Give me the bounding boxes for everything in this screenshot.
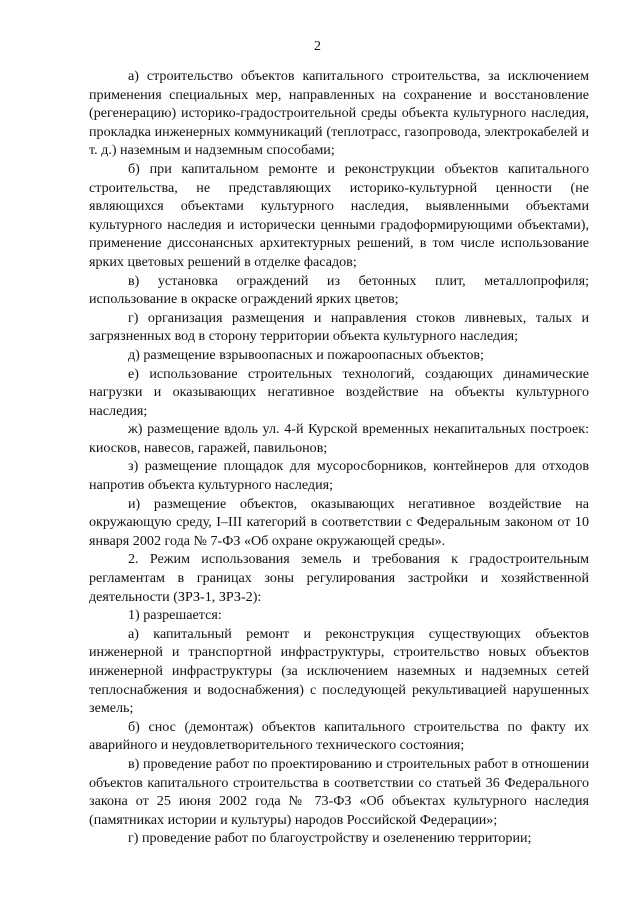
paragraph: г) проведение работ по благоустройству и озеленению территории; (128, 830, 532, 847)
paragraph: г) организация размещения и направления стоков ливневых, талых и загрязненных вод в сторону территории объекта культурного наследия; (89, 309, 589, 345)
paragraph: а) капитальный ремонт и реконструкция существующих объектов инженерной и транспортной инфраструктуры, строительство новых объектов инженерной инфраструктуры (за исключением наземных и надземных сетей теплоснабжения и водоснабжения) с последующей рекультивацией нарушенных земель; (89, 625, 589, 717)
paragraph: ж) размещение вдоль ул. 4-й Курской временных некапитальных построек: киосков, навесов, гаражей, павильонов; (89, 421, 589, 456)
page-number: 2 (314, 39, 321, 54)
paragraph: в) установка ограждений из бетонных плит, металлопрофиля; использование в окраске ограждений ярких цветов; (89, 272, 589, 308)
document-body (89, 67, 589, 848)
paragraph: и) размещение объектов, оказывающих негативное воздействие на окружающую среду, I–III категорий в соответствии с Федеральным законом от 10 января 2002 года № 7-ФЗ «Об охране окружающей среды». (89, 495, 589, 549)
paragraph: д) размещение взрывоопасных и пожароопасных объектов; (128, 346, 484, 363)
paragraph: а) строительство объектов капитального строительства, за исключением применения специальных мер, направленных на сохранение и восстановление (регенерацию) историко-градостроительной среды объекта культурного наследия, прокладка инженерных коммуникаций (теплотрасс, газопровода, электрокабелей и т. д.) наземным и надземным способами; (89, 68, 589, 159)
paragraph: з) размещение площадок для мусоросборников, контейнеров для отходов напротив объекта культурного наследия; (89, 458, 589, 494)
paragraph: б) при капитальном ремонте и реконструкции объектов капитального строительства, не представляющих историко-культурной ценности (не являющихся объектами культурного наследия, выявленными объектами культурного наследия и исторически ценными градоформирующими объектами), применение диссонансных архитектурных решений, в том числе использование ярких цветовых решений в отделке фасадов; (89, 160, 589, 270)
paragraph: 1) разрешается: (128, 607, 222, 624)
paragraph: б) снос (демонтаж) объектов капитального строительства по факту их аварийного и неудовлетворительного технического состояния; (89, 718, 589, 754)
paragraph: 2. Режим использования земель и требования к градостроительным регламентам в границах зоны регулирования застройки и хозяйственной деятельности (ЗРЗ-1, ЗРЗ-2): (89, 551, 589, 605)
paragraph: в) проведение работ по проектированию и строительных работ в отношении объектов капитального строительства в соответствии со статьей 36 Федерального закона от 25 июня 2002 года № 73-ФЗ «Об объектах культурного наследия (памятниках истории и культуры) народов Российской Федерации»; (89, 755, 589, 828)
paragraph: е) использование строительных технологий, создающих динамические нагрузки и оказывающих негативное воздействие на объекты культурного наследия; (89, 365, 589, 419)
